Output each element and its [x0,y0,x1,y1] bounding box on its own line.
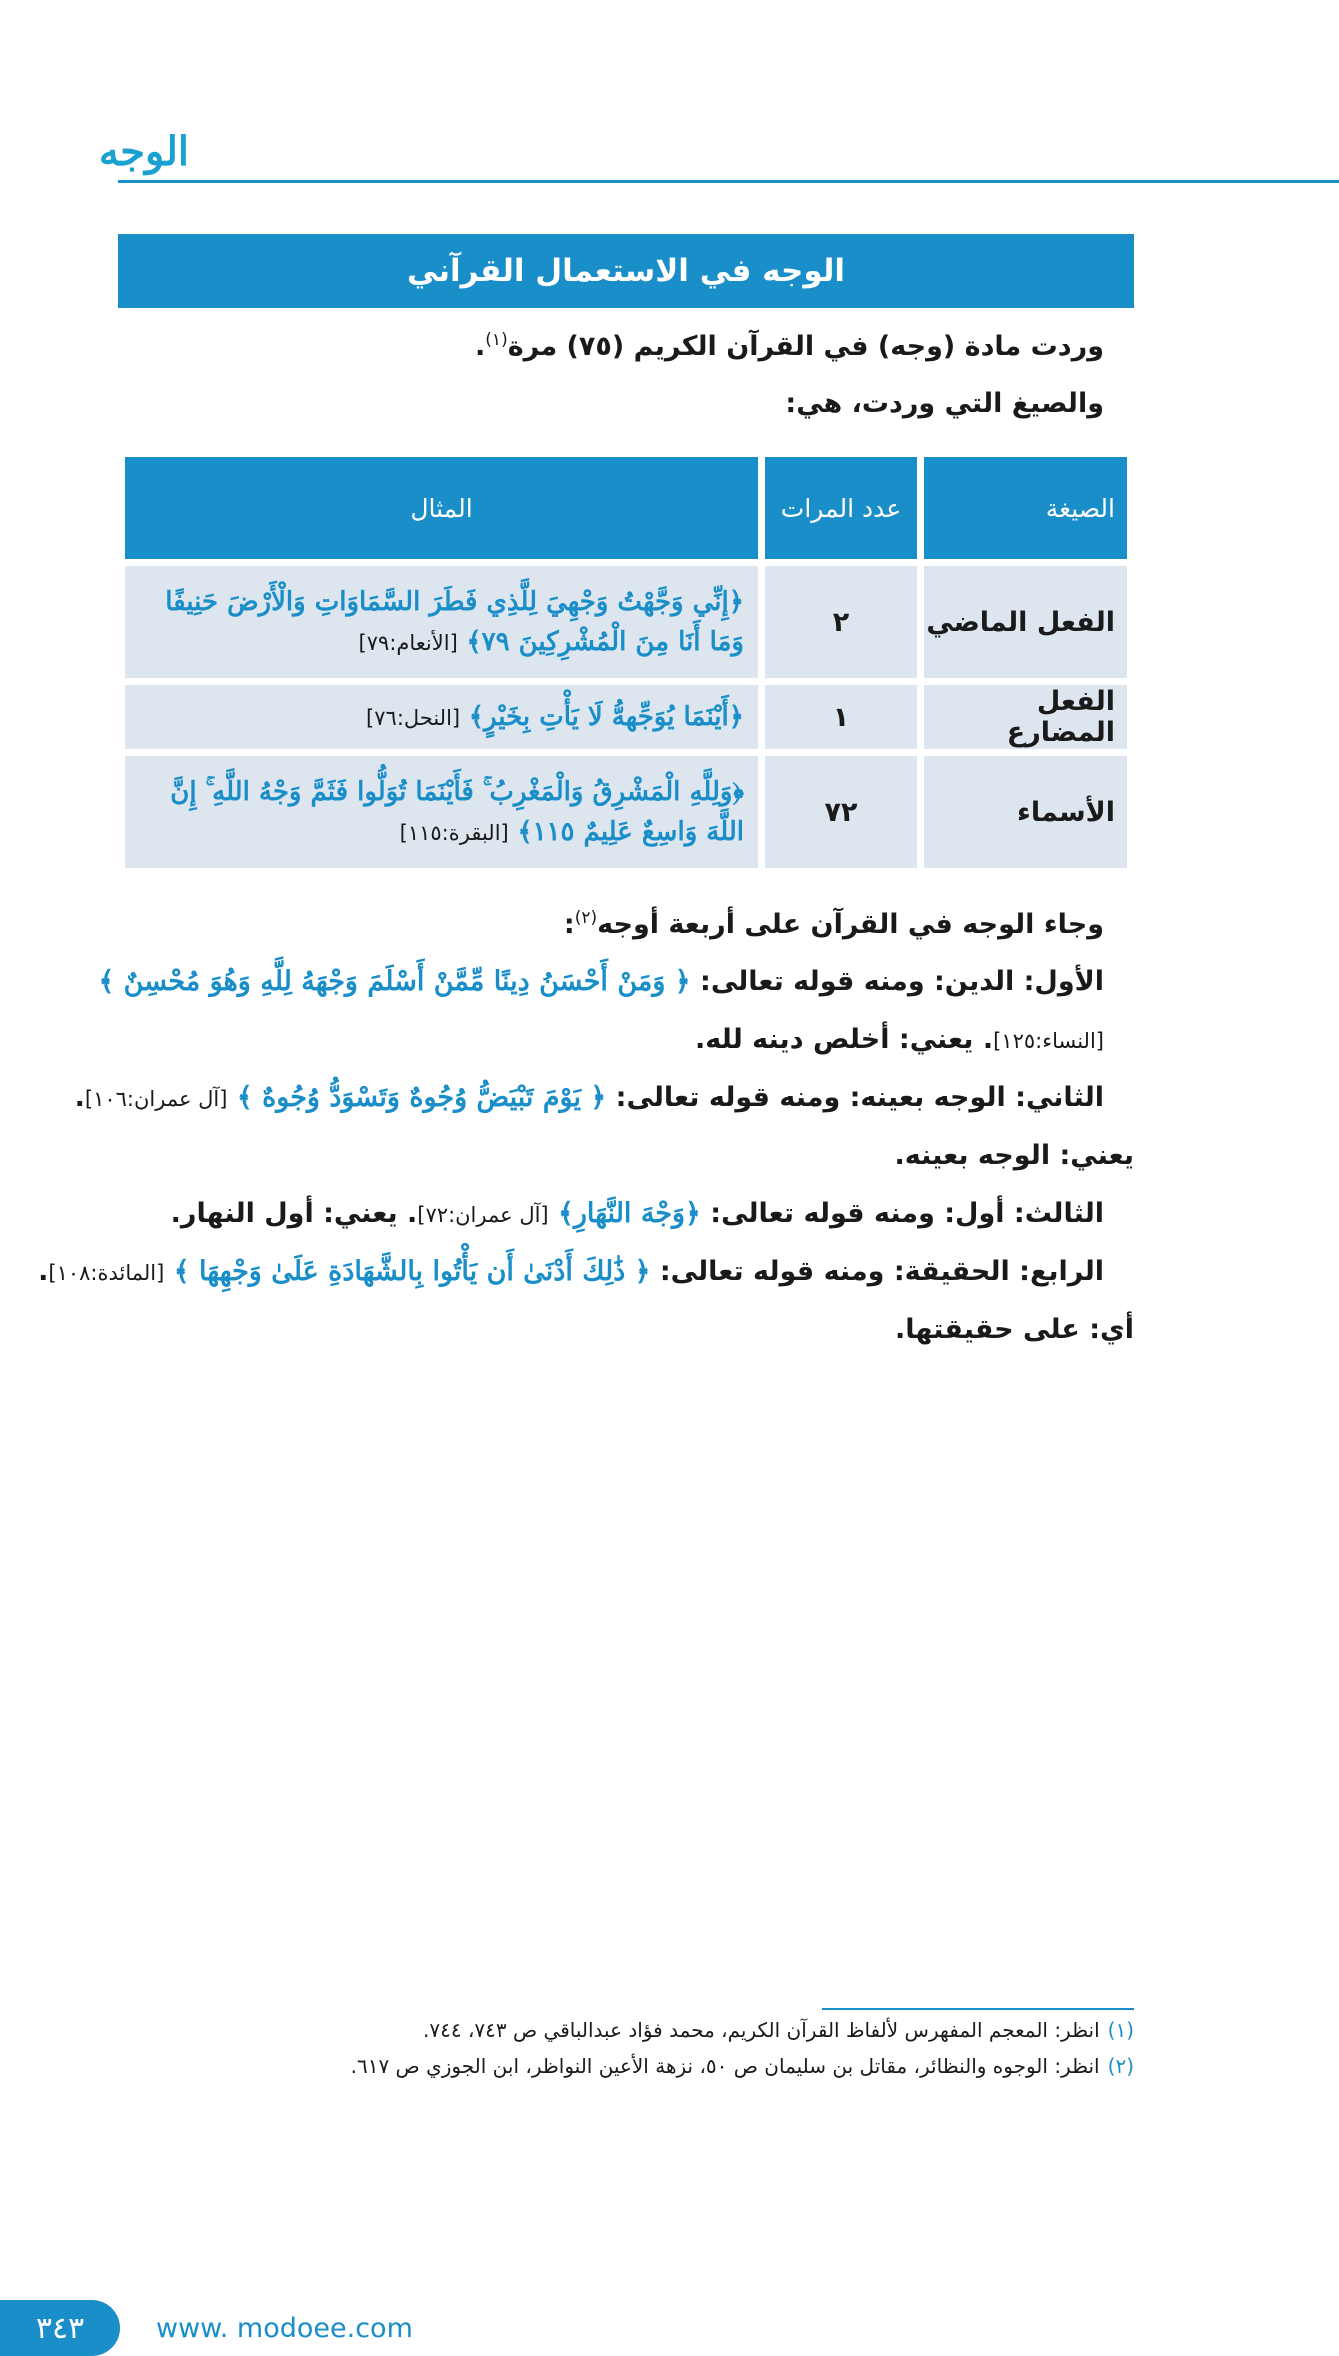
table-header-row [125,457,1127,559]
count-cell: ١ [765,685,917,749]
meaning-fourth [38,1256,1104,1287]
section-title: الوجه في الاستعمال القرآني [118,234,1134,308]
meaning-end: . [38,1256,49,1287]
footnote-text: انظر: المعجم المفهرس لألفاظ القرآن الكريم، محمد فؤاد عبدالباقي ص ٧٤٣، ٧٤٤. [423,2018,1100,2042]
form-cell: الفعل المضارع [924,685,1127,749]
page-number-badge: ٣٤٣ [0,2300,120,2356]
verse-reference: [البقرة:١١٥] [399,821,509,845]
table-row [125,756,1127,868]
header-form: الصيغة [924,457,1127,559]
meaning-second [75,1082,1104,1113]
table-row [125,685,1127,749]
meanings-intro-text: وجاء الوجه في القرآن على أربعة أوجه [597,909,1104,940]
verse-reference: [الأنعام:٧٩] [358,631,458,655]
meaning-gloss: . يعني: أول النهار. [170,1198,418,1229]
intro-end: . [475,331,486,362]
verse-reference: [آل عمران:١٠٦] [84,1087,228,1111]
meaning-second-gloss: يعني: الوجه بعينه. [894,1140,1134,1171]
count-cell: ٢ [765,566,917,678]
verse-reference: [النحل:٧٦] [366,705,461,730]
meaning-lead: الثالث: أول: ومنه قوله تعالى: [710,1198,1104,1229]
form-cell: الأسماء [924,756,1127,868]
footnote-text: انظر: الوجوه والنظائر، مقاتل بن سليمان ص ٥٠، نزهة الأعين النواظر، ابن الجوزي ص ٦١٧. [350,2054,1100,2078]
meaning-end: . [74,1082,85,1113]
quran-verse: ﴿أَيْنَمَا يُوَجِّههُّ لَا يَأْتِ بِخَيْرٍ﴾ [468,701,744,732]
meanings-intro-end: : [563,909,575,940]
intro-line-2: والصيغ التي وردت، هي: [785,388,1104,419]
table-row [125,566,1127,678]
quran-verse: ﴿ ذَٰلِكَ أَدْنَىٰ أَن يَأْتُوا بِالشَّهَادَةِ عَلَىٰ وَجْهِهَا ﴾ [173,1256,651,1287]
forms-table [118,450,1134,875]
meaning-fourth-gloss: أي: على حقيقتها. [895,1314,1134,1345]
example-cell [125,566,758,678]
count-cell: ٧٢ [765,756,917,868]
verse-reference: [المائدة:١٠٨] [48,1261,165,1285]
footnote-item [423,2018,1134,2042]
meaning-gloss: . يعني: أخلص دينه لله. [694,1024,994,1055]
footnote-item [351,2054,1134,2078]
meaning-lead: الرابع: الحقيقة: ومنه قوله تعالى: [659,1256,1104,1287]
header-count: عدد المرات [765,457,917,559]
meanings-intro [564,908,1104,940]
example-cell [125,685,758,749]
footnote-mark-1[interactable]: (١) [485,330,508,350]
header-divider [118,180,1339,183]
header-example: المثال [125,457,758,559]
chapter-title: الوجه [98,128,189,175]
form-cell: الفعل الماضي [924,566,1127,678]
quran-verse: ﴿ يَوْمَ تَبْيَضُّ وُجُوهٌ وَتَسْوَدُّ وُجُوهٌ ﴾ [236,1082,607,1113]
footnote-number: (١) [1107,2018,1134,2042]
meaning-lead: الأول: الدين: ومنه قوله تعالى: [700,966,1104,997]
verse-reference: [آل عمران:٧٢] [417,1203,549,1227]
intro-line-1 [475,330,1104,362]
meaning-third [171,1198,1104,1229]
quran-verse: ﴿ وَمَنْ أَحْسَنُ دِينًا مِّمَّنْ أَسْلَمَ وَجْهَهُ لِلَّهِ وَهُوَ مُحْسِنٌ ﴾ [98,966,691,997]
footnote-number: (٢) [1107,2054,1134,2078]
quran-verse: ﴿وَلِلَّهِ الْمَشْرِقُ وَالْمَغْرِبُ ۚ فَأَيْنَمَا تُوَلُّوا فَثَمَّ وَجْهُ اللَّهِ ۚ إِنَّ اللَّهَ وَاسِعٌ عَلِيمٌ ١١٥﴾ [170,776,744,847]
quran-verse: ﴿إِنِّي وَجَّهْتُ وَجْهِيَ لِلَّذِي فَطَرَ السَّمَاوَاتِ وَالْأَرْضَ حَنِيفًا وَمَا أَنَا مِنَ الْمُشْرِكِينَ ٧٩﴾ [165,586,744,657]
quran-verse: ﴿وَجْهَ النَّهَارِ﴾ [558,1198,701,1229]
meaning-lead: الثاني: الوجه بعينه: ومنه قوله تعالى: [615,1082,1104,1113]
verse-reference: [النساء:١٢٥] [993,1029,1104,1053]
example-cell [125,756,758,868]
meaning-first-ref-line [695,1024,1104,1055]
meaning-first [98,966,1104,997]
intro-text: وردت مادة (وجه) في القرآن الكريم (٧٥) مرة [507,331,1104,362]
footnote-mark-2[interactable]: (٢) [574,908,598,928]
footnote-divider [822,2008,1134,2010]
website-link[interactable]: www. modoee.com [156,2313,413,2344]
